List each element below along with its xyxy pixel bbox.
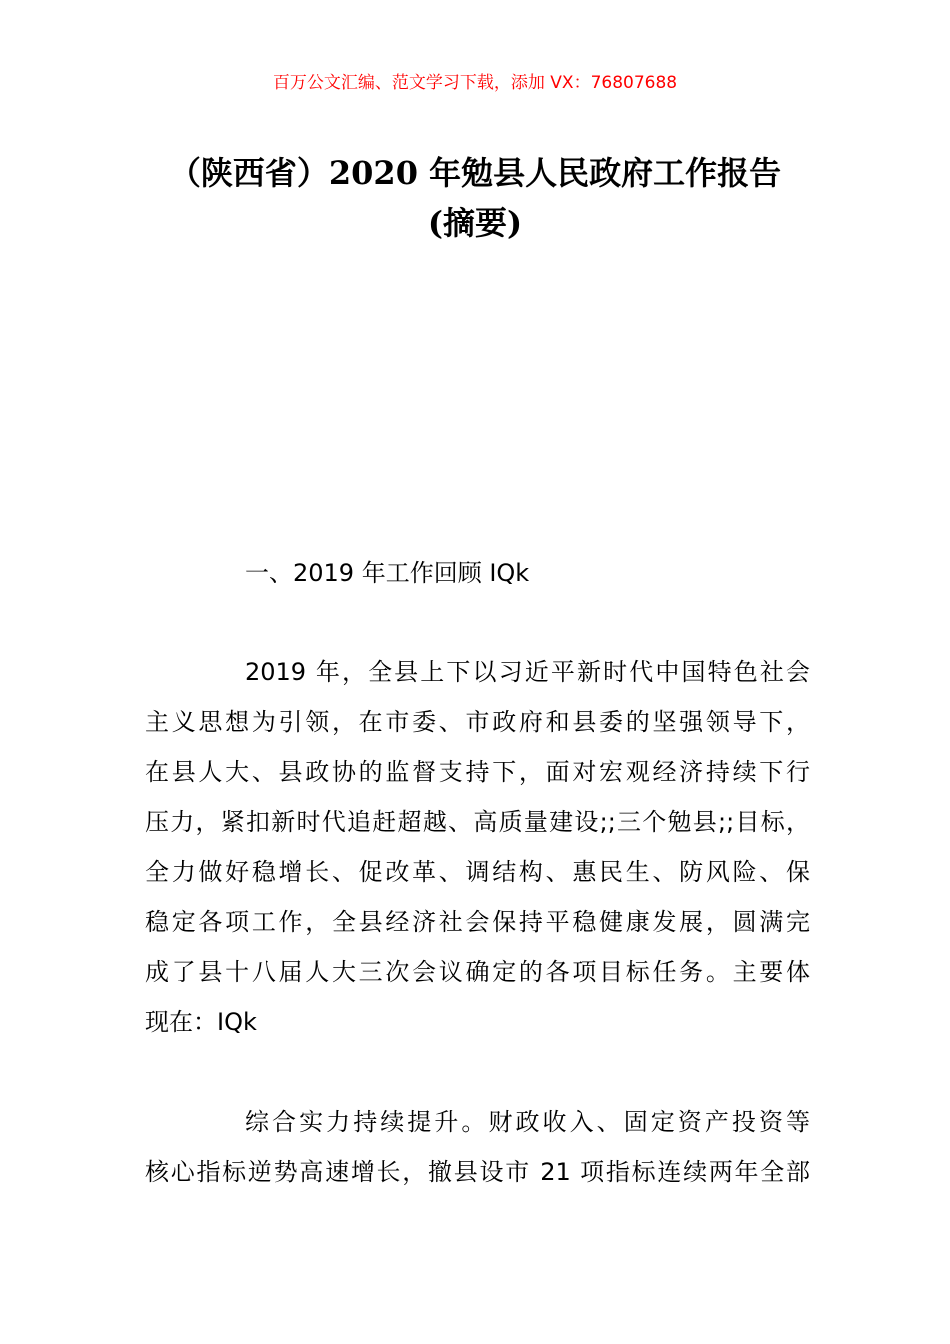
paragraph-line: 主义思想为引领，在市委、市政府和县委的坚强领导下，: [145, 708, 810, 736]
paragraph-line: 在县人大、县政协的监督支持下，面对宏观经济持续下行: [145, 758, 810, 786]
paragraph-line: 2019 年，全县上下以习近平新时代中国特色社会: [245, 658, 810, 686]
paragraph-line: 成了县十八届人大三次会议确定的各项目标任务。主要体: [145, 958, 810, 986]
paragraph-strength: [145, 1097, 810, 1197]
paragraph-line: 稳定各项工作，全县经济社会保持平稳健康发展，圆满完: [145, 908, 810, 936]
section-heading: 一、2019 年工作回顾 IQk: [245, 559, 530, 587]
title-line-2: (摘要): [427, 204, 523, 242]
paragraph-line: 综合实力持续提升。财政收入、固定资产投资等: [245, 1108, 810, 1136]
document-title: [60, 148, 890, 248]
paragraph-line: 现在：IQk: [145, 1008, 257, 1036]
paragraph-line: 压力，紧扣新时代追赶超越、高质量建设;;三个勉县;;目标，: [145, 808, 810, 836]
paragraph-line: 全力做好稳增长、促改革、调结构、惠民生、防风险、保: [145, 858, 810, 886]
watermark-text: 百万公文汇编、范文学习下载，添加 VX：76807688: [272, 73, 678, 93]
paragraph-review: [145, 647, 810, 1047]
paragraph-line: 核心指标逆势高速增长，撤县设市 21 项指标连续两年全部: [145, 1158, 810, 1186]
title-line-1: （陕西省）2020 年勉县人民政府工作报告: [168, 154, 782, 192]
